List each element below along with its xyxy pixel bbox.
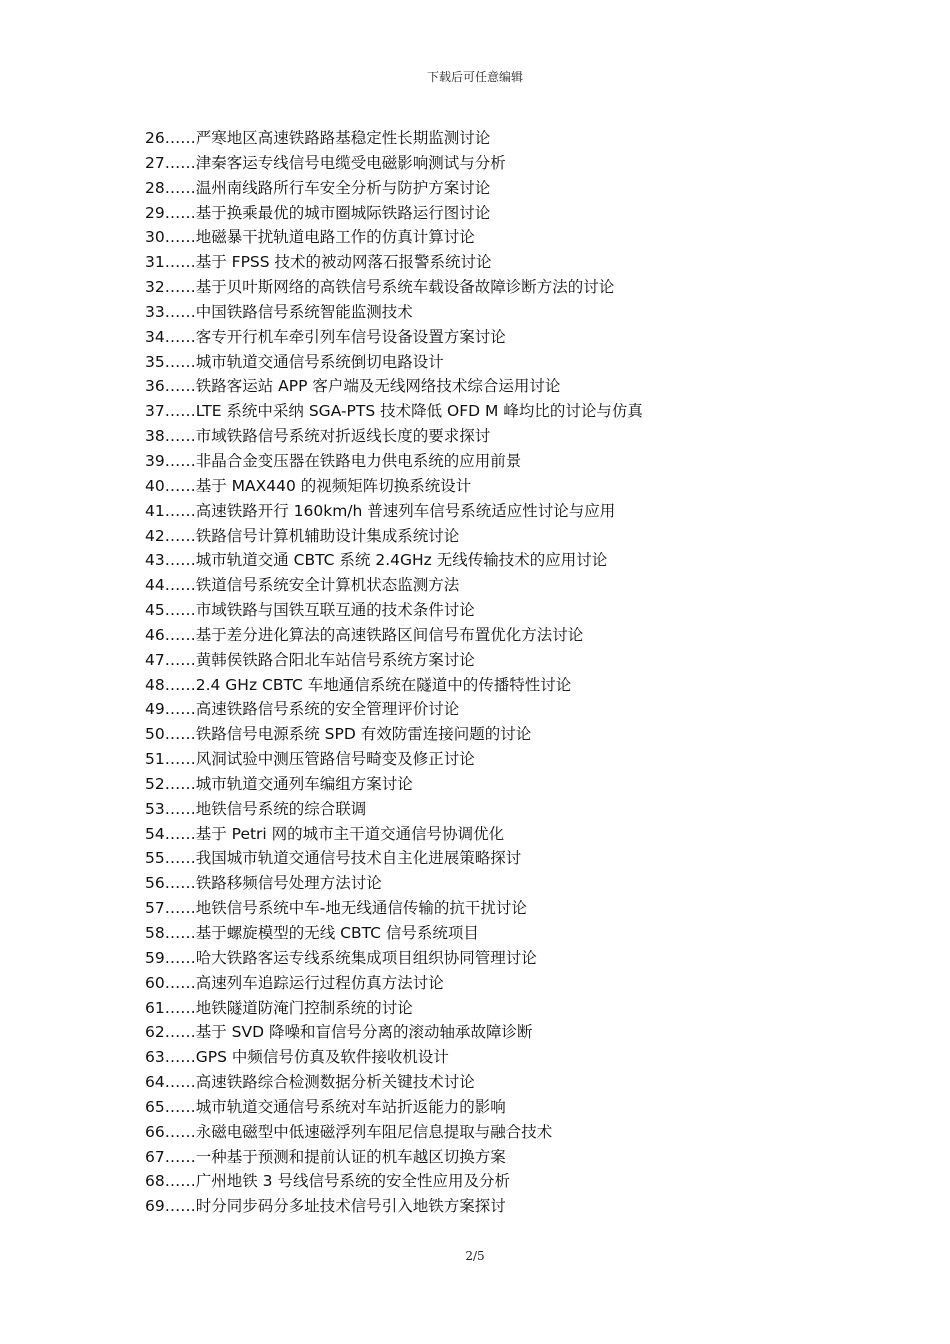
list-item: 38……市域铁路信号系统对折返线长度的要求探讨 <box>145 427 491 446</box>
list-item: 61……地铁隧道防淹门控制系统的讨论 <box>145 998 413 1017</box>
list-item: 62……基于 SVD 降噪和盲信号分离的滚动轴承故障诊断 <box>145 1023 533 1042</box>
list-item: 41……高速铁路开行 160km/h 普速列车信号系统适应性讨论与应用 <box>145 501 616 520</box>
list-item: 64……高速铁路综合检测数据分析关键技术讨论 <box>145 1073 475 1092</box>
list-item: 39……非晶合金变压器在铁路电力供电系统的应用前景 <box>145 451 522 470</box>
page-number: 2/5 <box>465 1249 485 1263</box>
list-item: 60……高速列车追踪运行过程仿真方法讨论 <box>145 973 444 992</box>
list-item: 42……铁路信号计算机辅助设计集成系统讨论 <box>145 526 460 545</box>
list-item: 69……时分同步码分多址技术信号引入地铁方案探讨 <box>145 1197 506 1216</box>
list-item: 29……基于换乘最优的城市圈城际铁路运行图讨论 <box>145 203 491 222</box>
document-list <box>145 126 865 1219</box>
list-item: 31……基于 FPSS 技术的被动网落石报警系统讨论 <box>145 253 492 272</box>
list-item: 57……地铁信号系统中车-地无线通信传输的抗干扰讨论 <box>145 899 527 918</box>
list-item: 68……广州地铁 3 号线信号系统的安全性应用及分析 <box>145 1172 510 1191</box>
list-item: 27……津秦客运专线信号电缆受电磁影响测试与分析 <box>145 153 506 172</box>
page-header: 下载后可任意编辑 <box>426 70 523 84</box>
list-item: 46……基于差分进化算法的高速铁路区间信号布置优化方法讨论 <box>145 625 584 644</box>
list-item: 40……基于 MAX440 的视频矩阵切换系统设计 <box>145 476 472 495</box>
list-item: 56……铁路移频信号处理方法讨论 <box>145 874 382 893</box>
list-item: 59……哈大铁路客运专线系统集成项目组织协同管理讨论 <box>145 948 537 967</box>
list-item: 36……铁路客运站 APP 客户端及无线网络技术综合运用讨论 <box>145 377 561 396</box>
list-item: 37……LTE 系统中采纳 SGA-PTS 技术降低 OFD M 峰均比的讨论与仿真 <box>145 402 643 421</box>
list-item: 26……严寒地区高速铁路路基稳定性长期监测讨论 <box>145 129 491 147</box>
list-item: 30……地磁暴干扰轨道电路工作的仿真计算讨论 <box>145 228 475 247</box>
list-item: 50……铁路信号电源系统 SPD 有效防雷连接问题的讨论 <box>145 725 532 744</box>
list-item: 43……城市轨道交通 CBTC 系统 2.4GHz 无线传输技术的应用讨论 <box>145 551 608 570</box>
list-item: 34……客专开行机车牵引列车信号设备设置方案讨论 <box>145 327 506 346</box>
list-item: 55……我国城市轨道交通信号技术自主化进展策略探讨 <box>145 849 522 868</box>
list-item: 48……2.4 GHz CBTC 车地通信系统在隧道中的传播特性讨论 <box>145 675 572 694</box>
list-item: 32……基于贝叶斯网络的高铁信号系统车载设备故障诊断方法的讨论 <box>145 278 615 297</box>
list-item: 53……地铁信号系统的综合联调 <box>145 799 367 818</box>
list-item: 33……中国铁路信号系统智能监测技术 <box>145 302 413 321</box>
list-item: 65……城市轨道交通信号系统对车站折返能力的影响 <box>145 1097 506 1116</box>
list-item: 67……一种基于预测和提前认证的机车越区切换方案 <box>145 1147 506 1166</box>
list-item: 45……市域铁路与国铁互联互通的技术条件讨论 <box>145 601 475 620</box>
list-item: 28……温州南线路所行车安全分析与防护方案讨论 <box>145 178 491 197</box>
list-item: 63……GPS 中频信号仿真及软件接收机设计 <box>145 1048 449 1067</box>
list-item: 51……风洞试验中测压管路信号畸变及修正讨论 <box>145 750 475 769</box>
list-item: 35……城市轨道交通信号系统倒切电路设计 <box>145 352 444 371</box>
list-item: 52……城市轨道交通列车编组方案讨论 <box>145 774 413 793</box>
list-item: 54……基于 Petri 网的城市主干道交通信号协调优化 <box>145 824 505 843</box>
list-item: 66……永磁电磁型中低速磁浮列车阻尼信息提取与融合技术 <box>145 1122 553 1141</box>
list-item: 49……高速铁路信号系统的安全管理评价讨论 <box>145 700 460 719</box>
list-item: 58……基于螺旋模型的无线 CBTC 信号系统项目 <box>145 924 479 942</box>
list-item: 47……黄韩侯铁路合阳北车站信号系统方案讨论 <box>145 650 475 669</box>
list-item: 44……铁道信号系统安全计算机状态监测方法 <box>145 576 460 595</box>
